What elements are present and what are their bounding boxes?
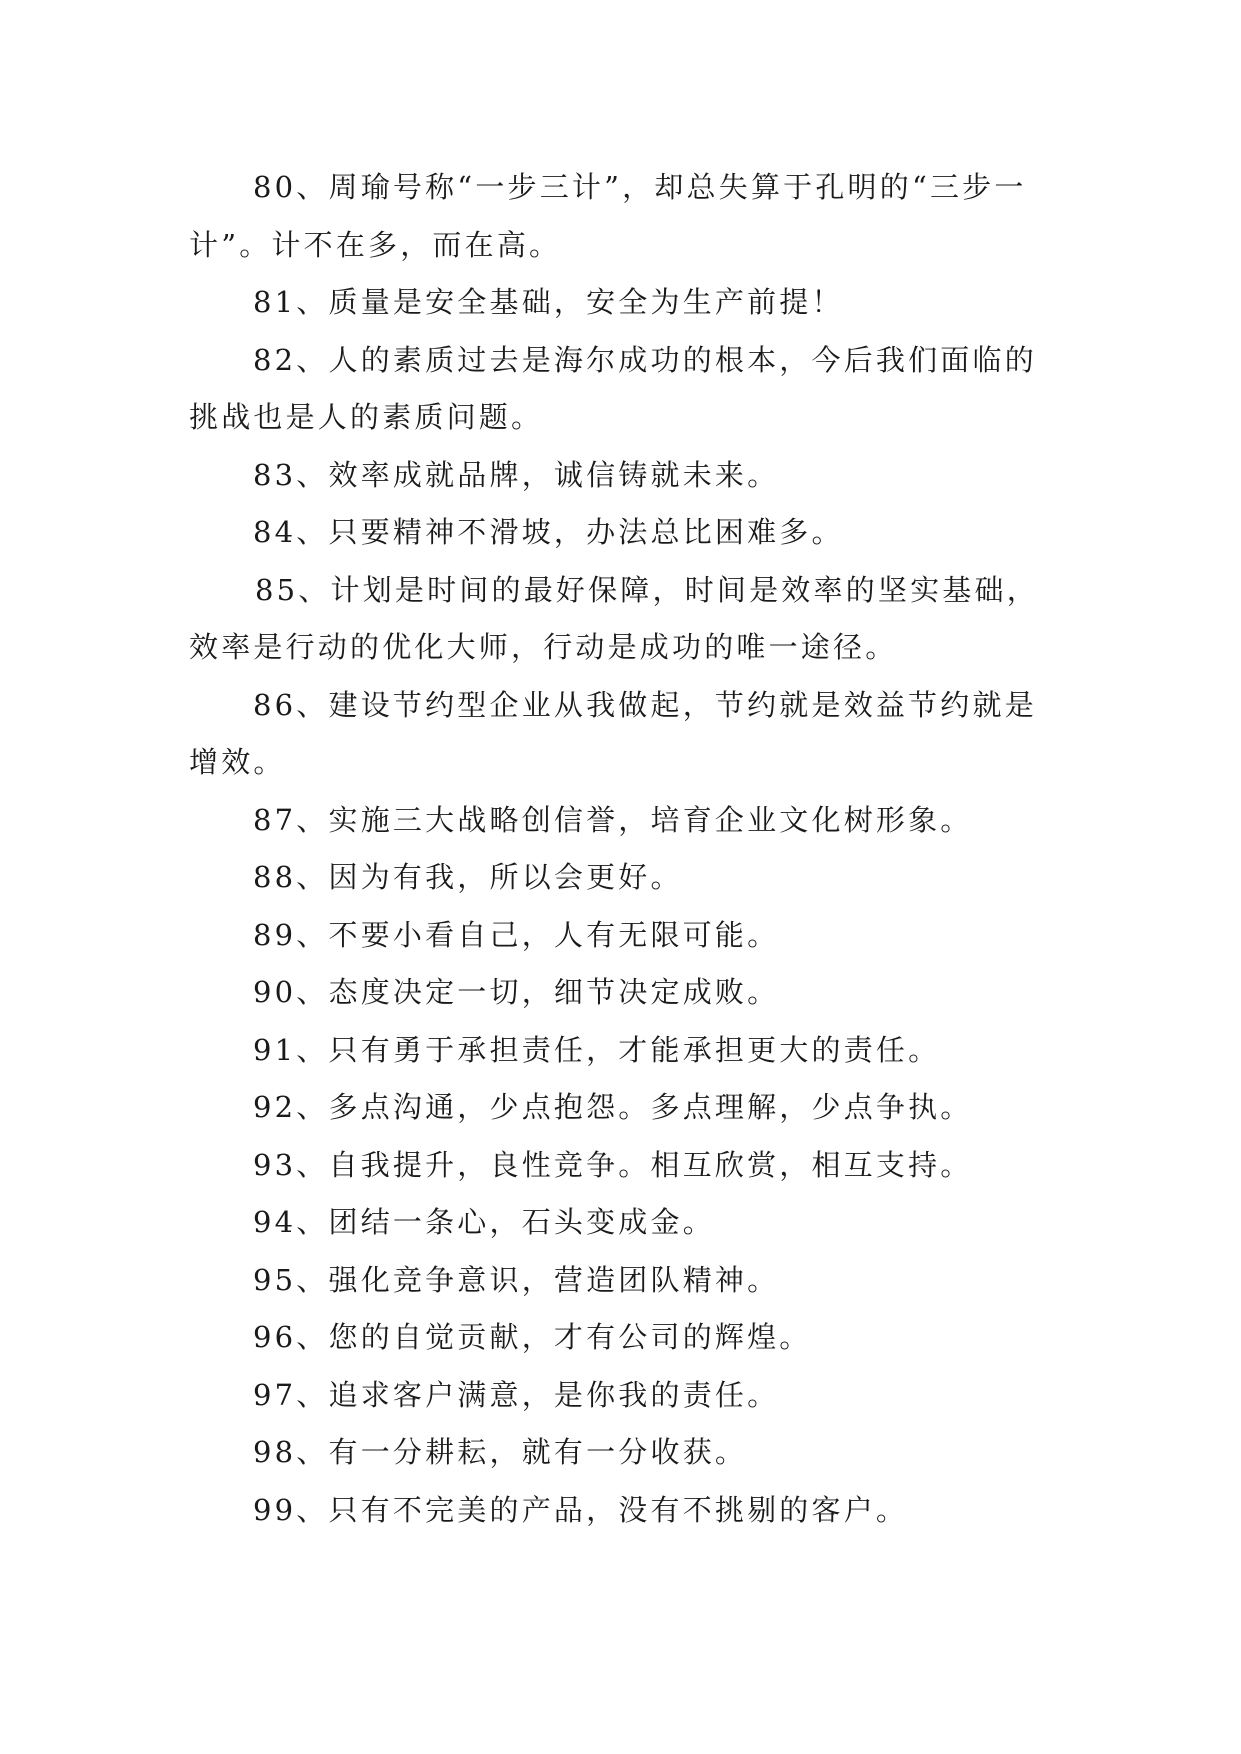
paragraph-90: 90、态度决定一切，细节决定成败。 (253, 975, 780, 1009)
paragraph-93: 93、自我提升，良性竞争。相互欣赏，相互支持。 (253, 1147, 973, 1182)
paragraph-80: 80、周瑜号称“一步三计”，却总失算于孔明的“三步一计”。计不在多，而在高。 (189, 170, 1027, 262)
paragraph-84: 84、只要精神不滑坡，办法总比困难多。 (253, 515, 844, 549)
paragraph-97: 97、追求客户满意，是你我的责任。 (253, 1377, 780, 1412)
paragraph-99: 99、只有不完美的产品，没有不挑剔的客户。 (253, 1492, 909, 1527)
paragraph-86: 86、建设节约型企业从我做起，节约就是效益节约就是增效。 (189, 687, 1037, 779)
paragraph-87: 87、实施三大战略创信誉，培育企业文化树形象。 (253, 802, 973, 837)
paragraph-98: 98、有一分耕耘，就有一分收获。 (253, 1435, 748, 1469)
paragraph-83: 83、效率成就品牌，诚信铸就未来。 (253, 457, 780, 492)
paragraph-92: 92、多点沟通，少点抱怨。多点理解，少点争执。 (253, 1090, 973, 1124)
document-body (189, 159, 1059, 1539)
paragraph-85: 85、计划是时间的最好保障，时间是效率的坚实基础，效率是行动的优化大师，行动是成功的唯一途径。 (189, 572, 1039, 664)
paragraph-88: 88、因为有我，所以会更好。 (253, 860, 683, 894)
paragraph-89: 89、不要小看自己，人有无限可能。 (253, 917, 780, 952)
paragraph-82: 82、人的素质过去是海尔成功的根本，今后我们面临的挑战也是人的素质问题。 (189, 342, 1037, 434)
paragraph-81: 81、质量是安全基础，安全为生产前提！ (253, 285, 844, 319)
paragraph-95: 95、强化竞争意识，营造团队精神。 (253, 1262, 780, 1297)
paragraph-91: 91、只有勇于承担责任，才能承担更大的责任。 (253, 1032, 941, 1067)
paragraph-96: 96、您的自觉贡献，才有公司的辉煌。 (253, 1320, 812, 1354)
paragraph-94: 94、团结一条心，石头变成金。 (253, 1205, 715, 1239)
